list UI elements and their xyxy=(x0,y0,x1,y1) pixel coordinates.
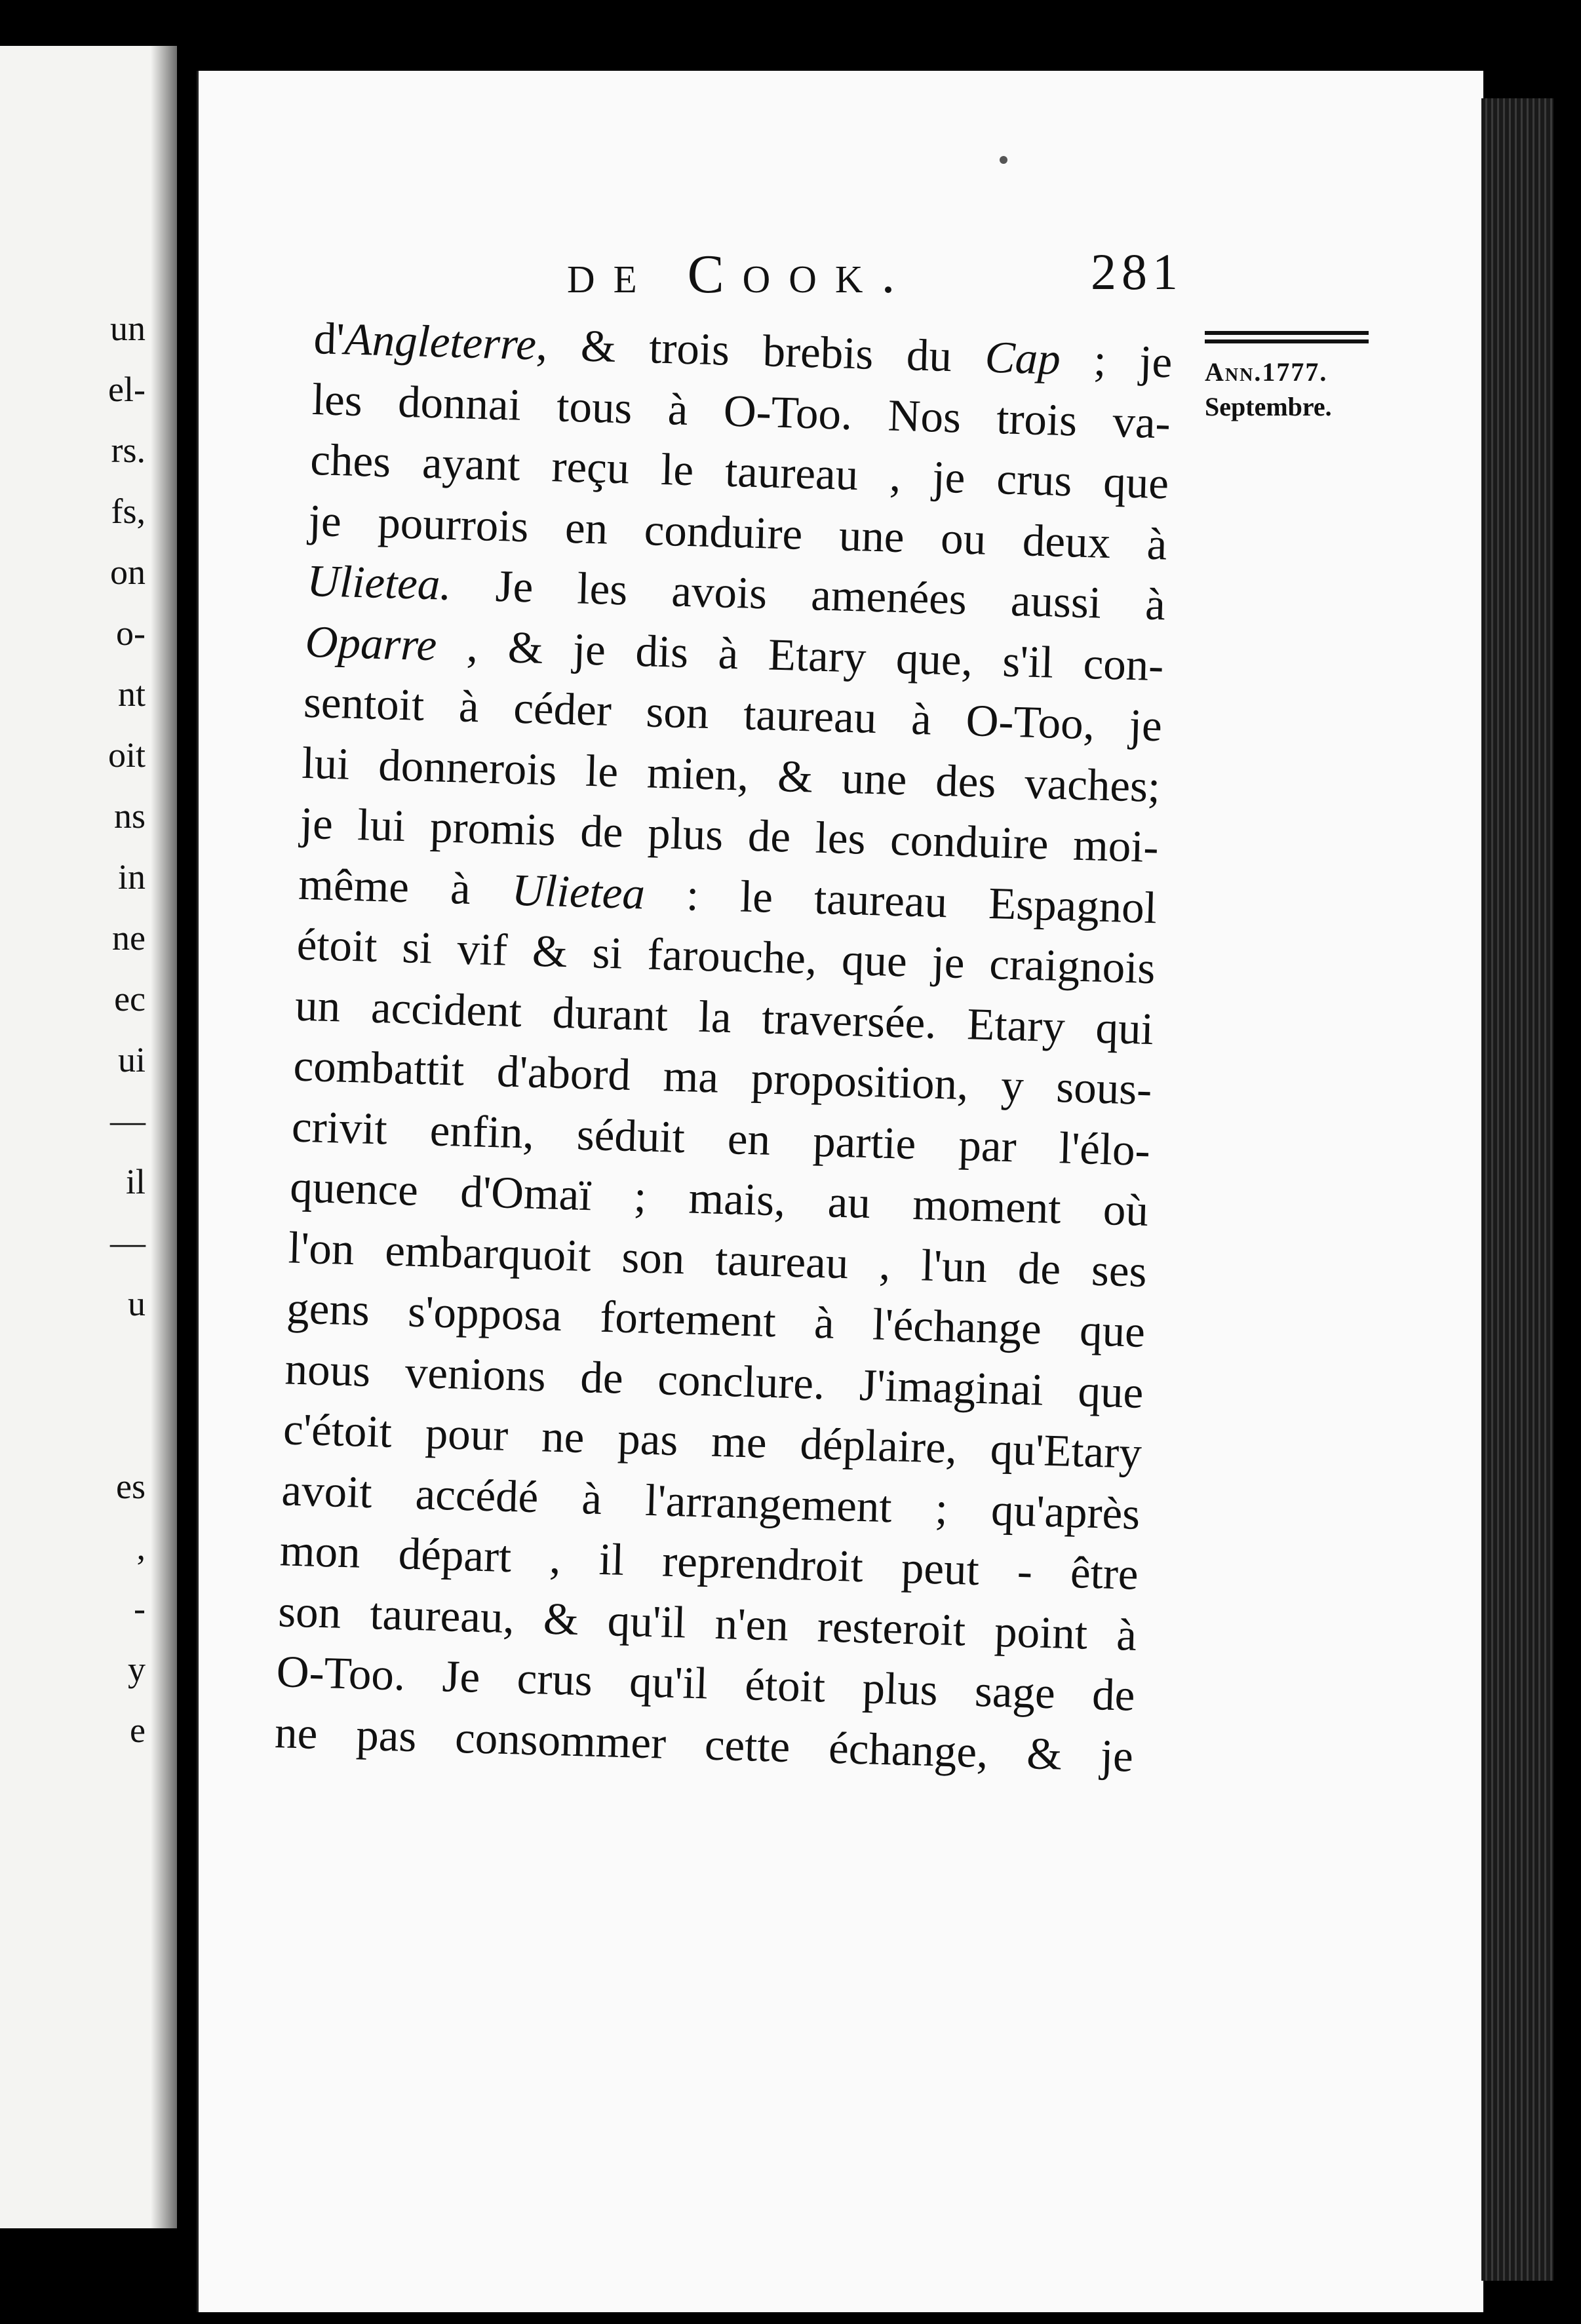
text-run: son taureau, & qu'il n'en resteroit point à xyxy=(277,1585,1138,1660)
text-run: nous venions de conclure. J'imaginai que xyxy=(284,1343,1144,1418)
text-run: ; je xyxy=(1059,334,1173,387)
text-run: O-Too. Je crus qu'il étoit plus sage de xyxy=(275,1646,1136,1720)
text-run: l'on embarquoit son taureau , l'un de ses xyxy=(287,1222,1148,1296)
text-run: : le taureau Espagnol xyxy=(644,868,1158,933)
facing-page-fragment-line: ns xyxy=(113,796,146,836)
facing-page-fragment-line: rs. xyxy=(111,431,146,470)
italic-run: Oparre xyxy=(304,616,438,670)
margin-note xyxy=(1205,331,1369,422)
text-run: je pourrois en conduire une ou deux à xyxy=(307,495,1168,569)
facing-page-fragment-line: ne xyxy=(112,918,146,958)
text-run: ches ayant reçu le taureau , je crus que xyxy=(309,434,1170,509)
facing-page-fragment-line: nt xyxy=(117,674,146,714)
text-run: , & trois brebis du xyxy=(535,319,986,382)
text-run: combattit d'abord ma proposition, y sous- xyxy=(292,1040,1153,1115)
facing-page-fragment-line: — xyxy=(110,1223,146,1262)
gutter-shadow xyxy=(151,46,177,2228)
text-run: un accident durant la traversée. Etary qui xyxy=(294,980,1154,1054)
text-run: crivit enfin, séduit en partie par l'élo- xyxy=(291,1101,1151,1175)
text-run: avoit accédé à l'arrangement ; qu'après xyxy=(281,1464,1141,1539)
italic-run: Ulietea. xyxy=(306,555,452,610)
facing-page-fragment-line: y xyxy=(128,1650,146,1689)
page-number: 281 xyxy=(1091,243,1183,300)
page-edge-stack xyxy=(1481,98,1553,2281)
facing-page-fragment-line: e xyxy=(130,1711,146,1750)
text-run: étoit si vif & si farouche, que je craignois xyxy=(296,919,1156,994)
margin-rule xyxy=(1205,339,1369,343)
facing-page-fragment-line: il xyxy=(125,1162,146,1201)
running-head xyxy=(370,242,1183,305)
italic-run: Cap xyxy=(984,332,1061,384)
text-run: lui donnerois le mien, & une des vaches; xyxy=(301,737,1161,811)
text-run: ne pas consommer cette échange, & je xyxy=(274,1707,1134,1781)
facing-page-fragment-line: — xyxy=(110,1101,146,1140)
margin-year: Ann.1777. xyxy=(1205,357,1328,387)
text-run: sentoit à céder son taureau à O-Too, je xyxy=(303,676,1163,751)
facing-page-fragment-line: ui xyxy=(117,1040,146,1079)
facing-page-fragment-line: u xyxy=(128,1284,146,1323)
body-text xyxy=(274,308,1173,1787)
facing-page-fragment-line: es xyxy=(116,1467,146,1506)
facing-page-fragment-line: o- xyxy=(116,613,146,653)
facing-page-fragment xyxy=(0,46,177,2228)
text-run: même à xyxy=(298,859,513,915)
text-run: gens s'opposa fortement à l'échange que xyxy=(286,1283,1146,1357)
facing-page-fragment-line: , xyxy=(136,1528,146,1567)
facing-page-fragment-line: un xyxy=(110,309,146,348)
facing-page-fragment-line: oit xyxy=(107,735,146,775)
text-run: c'étoit pour ne pas me déplaire, qu'Etary xyxy=(283,1404,1142,1478)
running-title: de Cook. xyxy=(567,244,914,305)
text-run: mon départ , il reprendroit peut - être xyxy=(279,1525,1139,1599)
text-run: d' xyxy=(313,313,345,364)
facing-page-fragment-line: fs, xyxy=(111,492,146,531)
margin-rule xyxy=(1205,331,1369,335)
margin-month: Septembre. xyxy=(1205,392,1332,421)
ink-speck xyxy=(1000,156,1007,164)
italic-run: Angleterre xyxy=(343,314,537,370)
text-run: , & je dis à Etary que, s'il con- xyxy=(436,619,1165,690)
italic-run: Ulietea xyxy=(511,864,646,918)
text-run: je lui promis de plus de les conduire moi- xyxy=(299,798,1160,872)
facing-page-fragment-line: in xyxy=(117,857,146,897)
facing-page-fragment-line: el- xyxy=(108,370,146,409)
facing-page-fragment-line: - xyxy=(134,1589,146,1628)
text-run: les donnai tous à O-Too. Nos trois va- xyxy=(311,374,1171,448)
facing-page-fragment-line: on xyxy=(110,552,146,592)
text-run: Je les avois amenées aussi à xyxy=(450,560,1166,630)
facing-page-fragment-line: ec xyxy=(114,979,146,1018)
text-run: quence d'Omaï ; mais, au moment où xyxy=(289,1161,1150,1236)
